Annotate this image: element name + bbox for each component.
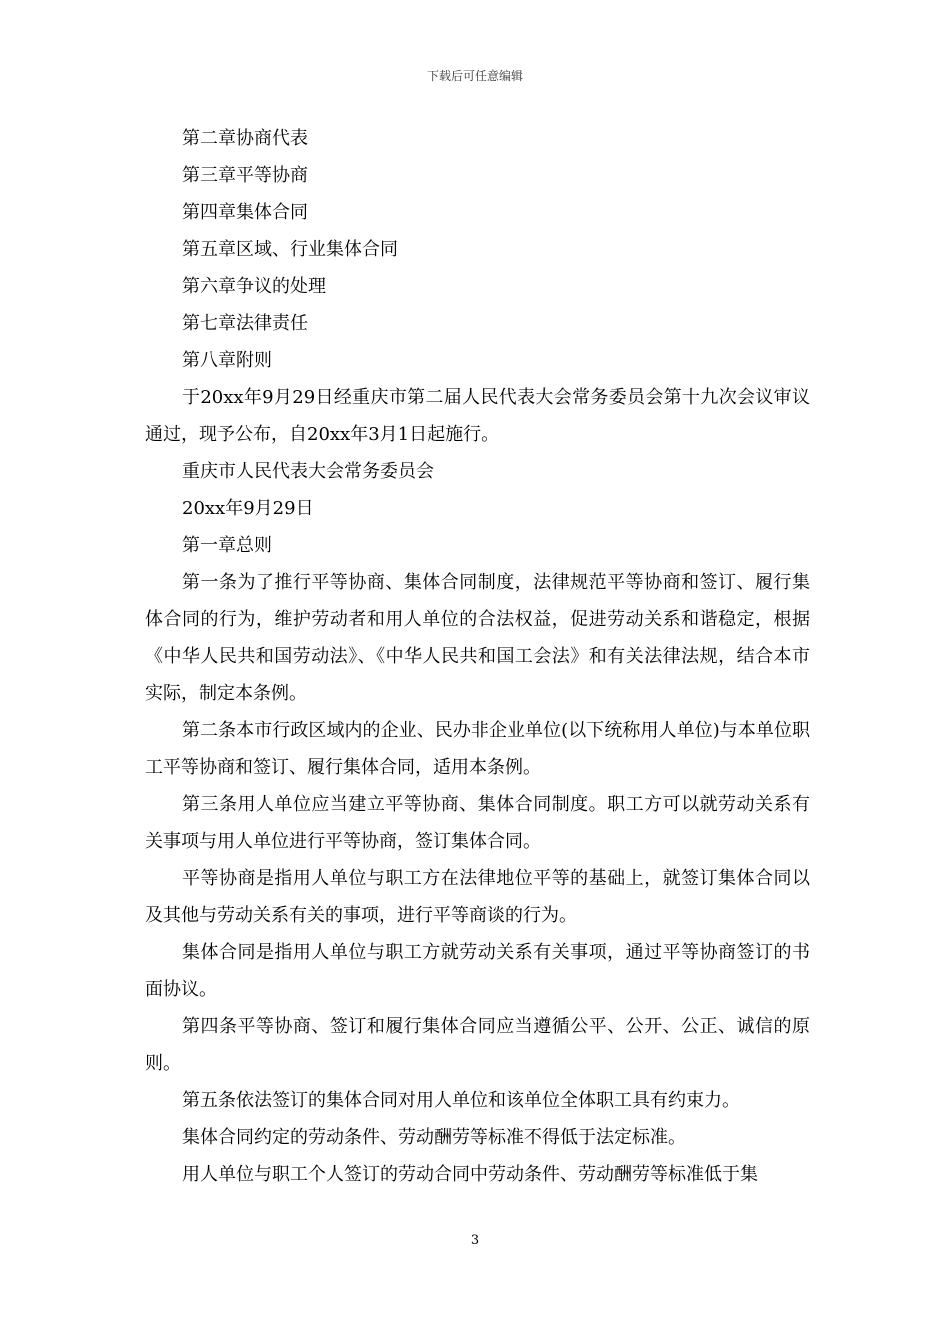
page-header-note: 下载后可任意编辑	[426, 69, 523, 83]
paragraph: 第五章区域、行业集体合同	[182, 239, 398, 260]
paragraph: 第二章协商代表	[182, 128, 308, 149]
paragraph: 第三章平等协商	[182, 165, 308, 186]
paragraph: 第四章集体合同	[182, 202, 308, 223]
page-number: 3	[470, 1233, 480, 1248]
paragraph: 第一章总则	[182, 535, 272, 556]
paragraph: 20xx年9月29日	[182, 498, 314, 519]
paragraph: 第五条依法签订的集体合同对用人单位和该单位全体职工具有约束力。	[182, 1090, 740, 1111]
paragraph: 第一条为了推行平等协商、集体合同制度，法律规范平等协商和签订、履行集体合同的行为，维护劳动者和用人单位的合法权益，促进劳动关系和谐稳定，根据《中华人民共和国劳动法》、《中华人民共和国工会法》和有关法律法规，结合本市实际，制定本条例。	[145, 572, 810, 704]
paragraph: 第四条平等协商、签订和履行集体合同应当遵循公平、公开、公正、诚信的原则。	[145, 1016, 810, 1074]
paragraph: 集体合同是指用人单位与职工方就劳动关系有关事项，通过平等协商签订的书面协议。	[145, 942, 810, 1000]
paragraph: 平等协商是指用人单位与职工方在法律地位平等的基础上，就签订集体合同以及其他与劳动关系有关的事项，进行平等商谈的行为。	[145, 868, 810, 926]
paragraph: 第三条用人单位应当建立平等协商、集体合同制度。职工方可以就劳动关系有关事项与用人单位进行平等协商，签订集体合同。	[145, 794, 810, 852]
paragraph: 第二条本市行政区域内的企业、民办非企业单位(以下统称用人单位)与本单位职工平等协商和签订、履行集体合同，适用本条例。	[145, 720, 810, 778]
paragraph: 于20xx年9月29日经重庆市第二届人民代表大会常务委员会第十九次会议审议通过，现予公布，自20xx年3月1日起施行。	[145, 387, 810, 445]
paragraph: 用人单位与职工个人签订的劳动合同中劳动条件、劳动酬劳等标准低于集	[182, 1164, 758, 1185]
paragraph: 重庆市人民代表大会常务委员会	[182, 461, 434, 482]
document-body	[145, 120, 810, 1193]
paragraph: 第六章争议的处理	[182, 276, 326, 297]
paragraph: 第七章法律责任	[182, 313, 308, 334]
paragraph: 集体合同约定的劳动条件、劳动酬劳等标准不得低于法定标准。	[182, 1127, 686, 1148]
paragraph: 第八章附则	[182, 350, 272, 371]
